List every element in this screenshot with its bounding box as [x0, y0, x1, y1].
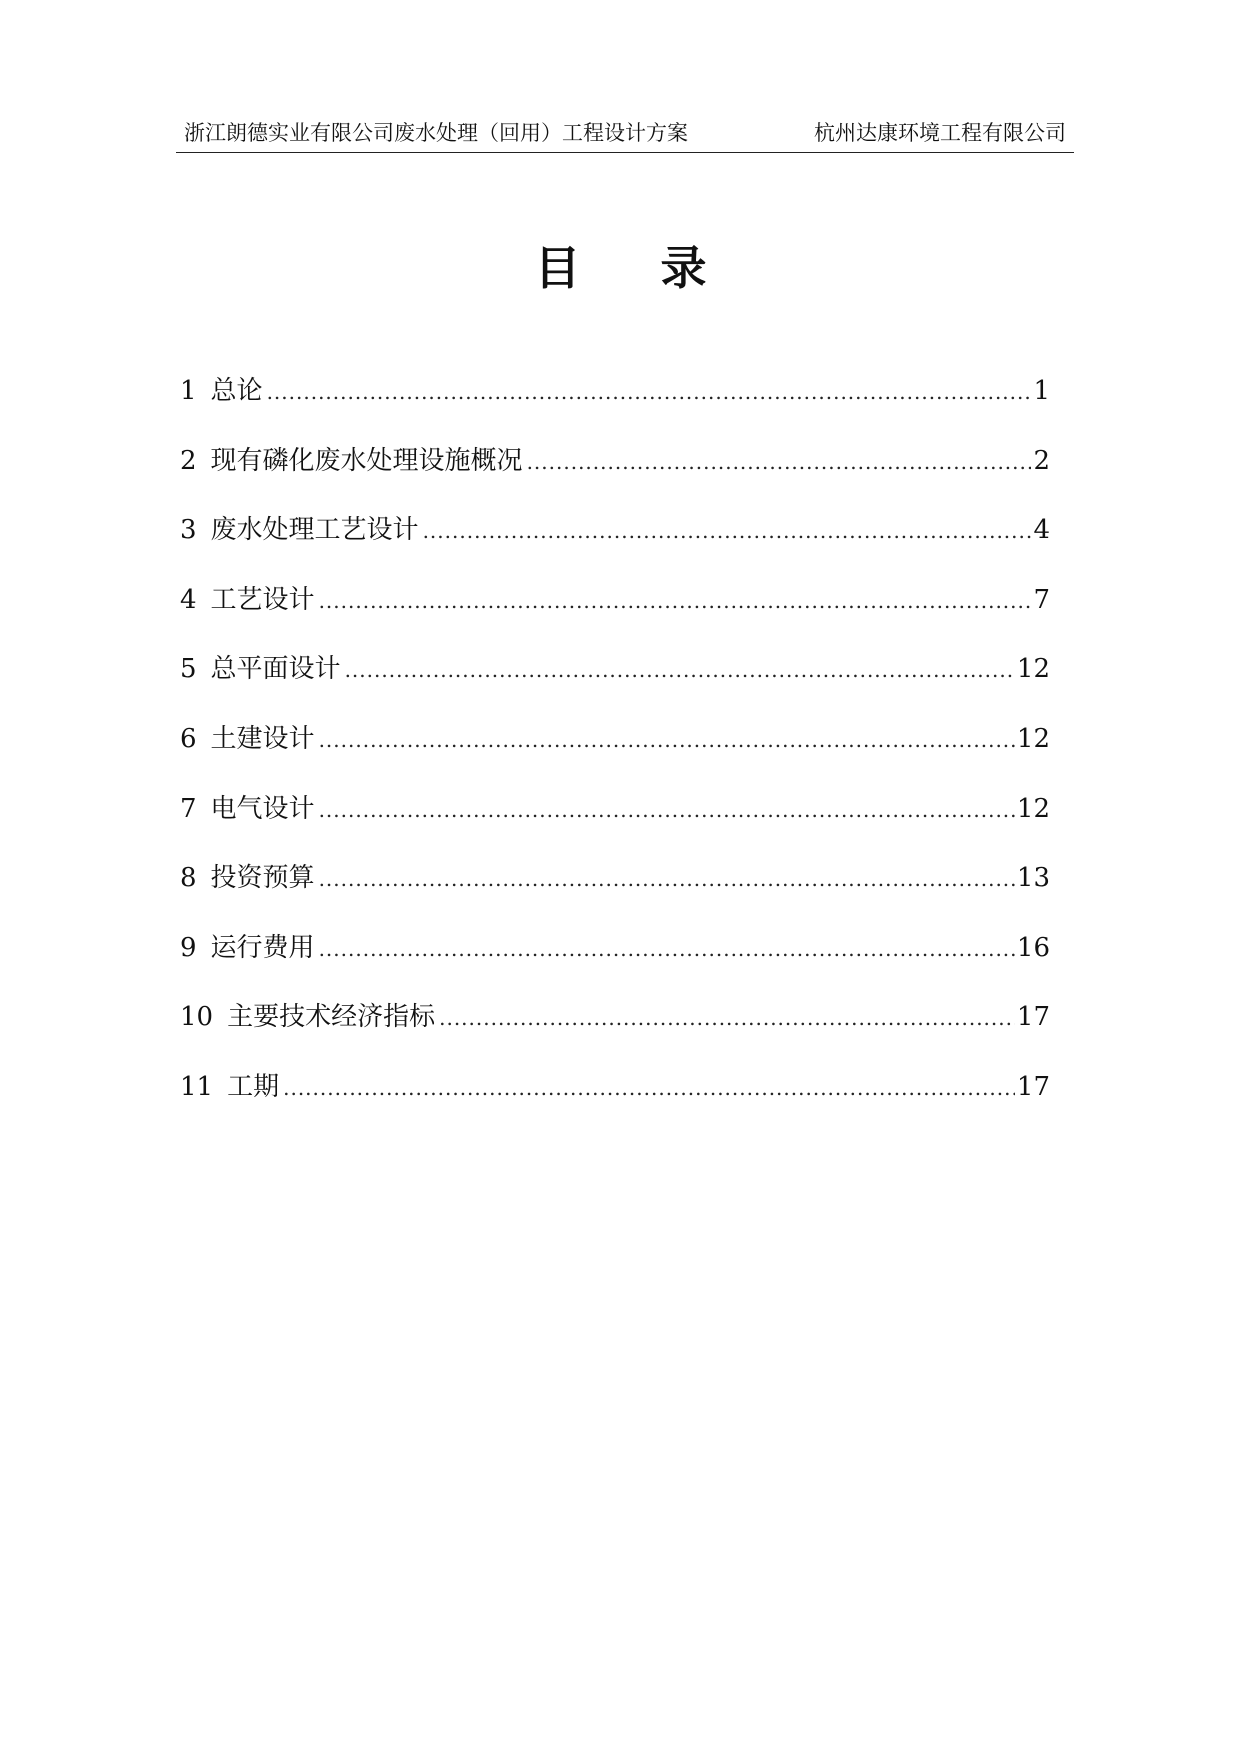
toc-entry[interactable] — [180, 792, 1050, 862]
toc-entry[interactable] — [180, 1070, 1050, 1140]
toc-entry[interactable] — [180, 374, 1050, 444]
toc-dot-leader — [267, 375, 1032, 409]
header-document-title: 浙江朗德实业有限公司废水处理（回用）工程设计方案 — [184, 121, 688, 145]
toc-entry-number: 5 — [180, 654, 197, 685]
header-company-name: 杭州达康环境工程有限公司 — [814, 121, 1066, 145]
toc-entry-label: 工期 — [227, 1071, 280, 1102]
toc-dot-leader — [319, 793, 1015, 827]
toc-entry-label: 现有磷化废水处理设施概况 — [210, 445, 523, 476]
toc-entry-label: 主要技术经济指标 — [227, 1002, 436, 1033]
toc-entry-number: 7 — [180, 793, 197, 824]
toc-entry-number: 1 — [180, 376, 197, 406]
toc-entry-page: 16 — [1016, 932, 1050, 963]
toc-entry-label: 总论 — [210, 376, 263, 406]
toc-entry-number: 3 — [180, 515, 197, 546]
toc-entry-page: 17 — [1016, 1071, 1050, 1102]
toc-entry-label: 投资预算 — [210, 863, 315, 894]
toc-entry-label: 运行费用 — [210, 932, 315, 963]
toc-entry[interactable] — [180, 722, 1050, 792]
toc-dot-leader — [423, 514, 1032, 548]
toc-dot-leader — [319, 723, 1015, 757]
toc-entry[interactable] — [180, 444, 1050, 514]
toc-entry[interactable] — [180, 652, 1050, 722]
toc-entry-number: 2 — [180, 445, 197, 476]
toc-entry-number: 9 — [180, 932, 197, 963]
toc-entry[interactable] — [180, 583, 1050, 653]
toc-entry-number: 4 — [180, 584, 197, 615]
toc-dot-leader — [319, 932, 1015, 966]
toc-entry[interactable] — [180, 1000, 1050, 1070]
toc-entry-page: 7 — [1033, 584, 1050, 615]
toc-entry-label: 土建设计 — [210, 723, 315, 754]
toc-entry-page: 13 — [1016, 863, 1050, 894]
toc-entry-label: 废水处理工艺设计 — [210, 515, 419, 546]
toc-dot-leader — [439, 1001, 1015, 1035]
toc-dot-leader — [283, 1071, 1015, 1105]
toc-entry-label: 工艺设计 — [210, 584, 315, 615]
table-of-contents — [180, 374, 1050, 1140]
toc-entry[interactable] — [180, 931, 1050, 1001]
toc-entry-page: 4 — [1033, 515, 1050, 546]
toc-dot-leader — [527, 445, 1032, 479]
toc-entry-label: 电气设计 — [210, 793, 315, 824]
page-title: 目录 — [534, 241, 787, 295]
toc-entry-number: 10 — [180, 1002, 214, 1033]
toc-entry-number: 8 — [180, 863, 197, 894]
toc-dot-leader — [345, 653, 1015, 687]
toc-entry-page: 2 — [1033, 445, 1050, 476]
toc-entry-number: 6 — [180, 723, 197, 754]
page-header — [176, 116, 1074, 153]
toc-entry[interactable] — [180, 513, 1050, 583]
toc-entry[interactable] — [180, 861, 1050, 931]
toc-entry-page: 12 — [1016, 654, 1050, 685]
toc-dot-leader — [319, 862, 1015, 896]
toc-entry-page: 12 — [1016, 793, 1050, 824]
toc-entry-number: 11 — [180, 1071, 214, 1102]
toc-dot-leader — [319, 584, 1032, 618]
toc-entry-page: 12 — [1016, 723, 1050, 754]
toc-entry-page: 17 — [1016, 1002, 1050, 1033]
toc-entry-label: 总平面设计 — [210, 654, 341, 685]
toc-entry-page: 1 — [1033, 376, 1050, 406]
